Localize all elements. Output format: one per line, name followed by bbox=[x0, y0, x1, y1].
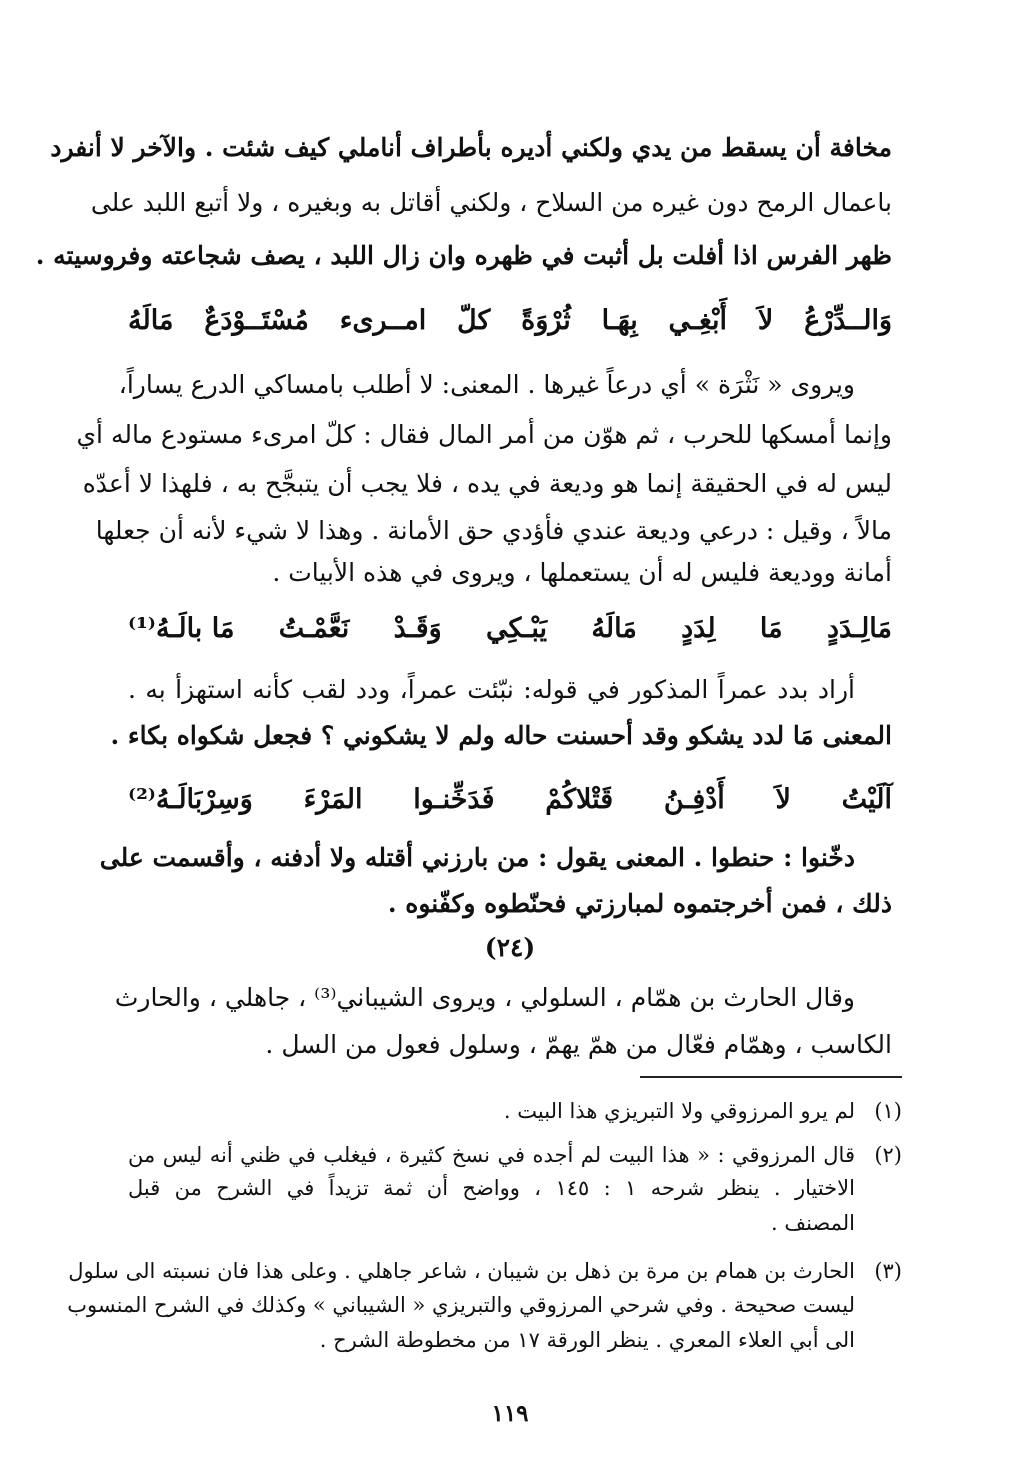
verse-word: مَا بالَـهُ⁽¹⁾ bbox=[128, 612, 235, 644]
verse-word: لاَ bbox=[757, 304, 774, 336]
verse-word: يَبْـكِي bbox=[486, 612, 548, 644]
verse-word: قَتْلاكُمْ bbox=[545, 783, 614, 815]
footnote-line: الحارث بن همام بن مرة بن ذهل بن شيبان ، شاعر جاهلي . وعلى هذا فان نسبته الى سلول bbox=[68, 1259, 855, 1283]
verse-word: أَدْفِـنُ bbox=[663, 783, 725, 815]
verse-word: نَعَّمْـتُ bbox=[278, 612, 350, 644]
text-line: المعنى مَا لدد يشكو وقد أحسنت حاله ولم لا يشكوني ؟ فجعل شكواه بكاء . bbox=[110, 721, 892, 750]
verse-word: لاَ bbox=[775, 783, 791, 815]
text-line: وقال الحارث بن همّام ، السلولي ، ويروى الشيباني⁽³⁾ ، جاهلي ، والحارث bbox=[114, 983, 855, 1012]
text-line: وإنما أمسكها للحرب ، ثم هوّن من أمر المال فقال : كلّ امرىء مستودع ماله أي bbox=[76, 420, 892, 449]
verse-word: مَالَهُ bbox=[128, 304, 174, 336]
text-line: ذلك ، فمن أخرجتموه لمبارزتي فحنّطوه وكفّنوه . bbox=[387, 889, 892, 918]
footnote-line: المصنف . bbox=[770, 1211, 855, 1235]
text-line: مخافة أن يسقط من يدي ولكني أديره بأطراف أناملي كيف شئت . والآخر لا أنفرد bbox=[50, 133, 892, 162]
footnote-line: الاختيار . ينظر شرحه ١ : ١٤٥ ، وواضح أن ثمة تزيداً في الشرح من قبل bbox=[128, 1176, 855, 1200]
text-line: باعمال الرمح دون غيره من السلاح ، ولكني أقاتل به وبغيره ، ولا أتبع اللبد على bbox=[90, 188, 892, 217]
text-line: أراد بدد عمراً المذكور في قوله: نبّئت عمراً، ودد لقب كأنه استهزأ به . bbox=[128, 675, 855, 704]
verse-word: آلَيْتُ bbox=[841, 783, 892, 815]
verse-word: المَرْءَ bbox=[303, 783, 363, 815]
verse-word: وَسِرْبَالَـهُ⁽²⁾ bbox=[128, 783, 253, 815]
footnote-line: ليست صحيحة . وفي شرحي المرزوقي والتبريزي « الشيباني » وكذلك في الشرح المنسوب bbox=[67, 1293, 855, 1317]
verse-word: كلّ bbox=[457, 304, 491, 336]
footnote-number: (٣) bbox=[874, 1259, 902, 1283]
footnote-number: (١) bbox=[874, 1099, 902, 1123]
text-line: مالاً ، وقيل : درعي وديعة عندي فأؤدي حق الأمانة . وهذا لا شيء لأنه أن جعلها bbox=[95, 516, 892, 545]
verse-word: مَا bbox=[759, 612, 783, 644]
page-number: ١١٩ bbox=[491, 1400, 529, 1427]
footnote-line: الى أبي العلاء المعري . ينظر الورقة ١٧ من مخطوطة الشرح . bbox=[319, 1328, 855, 1352]
text-line: دخّنوا : حنطوا . المعنى يقول : من بارزني أقتله ولا أدفنه ، وأقسمت على bbox=[99, 843, 855, 872]
text-line: ويروى « نَثْرَة » أي درعاً غيرها . المعنى: لا أطلب بامساكي الدرع يساراً، bbox=[118, 370, 855, 399]
footnote-number: (٢) bbox=[874, 1143, 902, 1167]
verse-word: وَالــدِّرْعُ bbox=[804, 304, 892, 336]
verse-word: مَالِـدَدٍ bbox=[826, 612, 892, 644]
text-line: أمانة ووديعة فليس له أن يستعملها ، ويروى في هذه الأبيات . bbox=[272, 558, 892, 587]
verse-word: امــرىء bbox=[339, 304, 427, 336]
footnote-line: قال المرزوقي : « هذا البيت لم أجده في نسخ كثيرة ، فيغلب في ظني أنه ليس من bbox=[128, 1143, 855, 1167]
text-line: ظهر الفرس اذا أفلت بل أثبت في ظهره وان زال اللبد ، يصف شجاعته وفروسيته . bbox=[35, 241, 892, 270]
verse-word: فَدَخِّنـوا bbox=[413, 783, 495, 815]
verse-word: ثُرْوَةً bbox=[521, 304, 571, 336]
verse-line bbox=[128, 775, 892, 823]
verse-word: أَبْغِـي bbox=[668, 304, 728, 336]
text-line: الكاسب ، وهمّام فعّال من همّ يهمّ ، وسلول فعول من السل . bbox=[265, 1030, 892, 1059]
verse-line bbox=[128, 296, 892, 344]
text-line: ليس له في الحقيقة إنما هو وديعة في يده ، فلا يجب أن يتبجَّح به ، فلهذا لا أعدّه bbox=[82, 469, 892, 498]
verse-word: مُسْتَــوْدَعٌ bbox=[204, 304, 309, 336]
footnote-line: لم يرو المرزوقي ولا التبريزي هذا البيت . bbox=[503, 1099, 855, 1123]
verse-word: وَقَـدْ bbox=[393, 612, 442, 644]
section-number: (٢٤) bbox=[484, 933, 536, 962]
verse-word: بِهَـا bbox=[601, 304, 638, 336]
verse-word: مَالَهُ bbox=[591, 612, 637, 644]
verse-word: لِدَدٍ bbox=[681, 612, 716, 644]
footnote-separator bbox=[640, 1076, 902, 1078]
verse-line bbox=[128, 604, 892, 652]
